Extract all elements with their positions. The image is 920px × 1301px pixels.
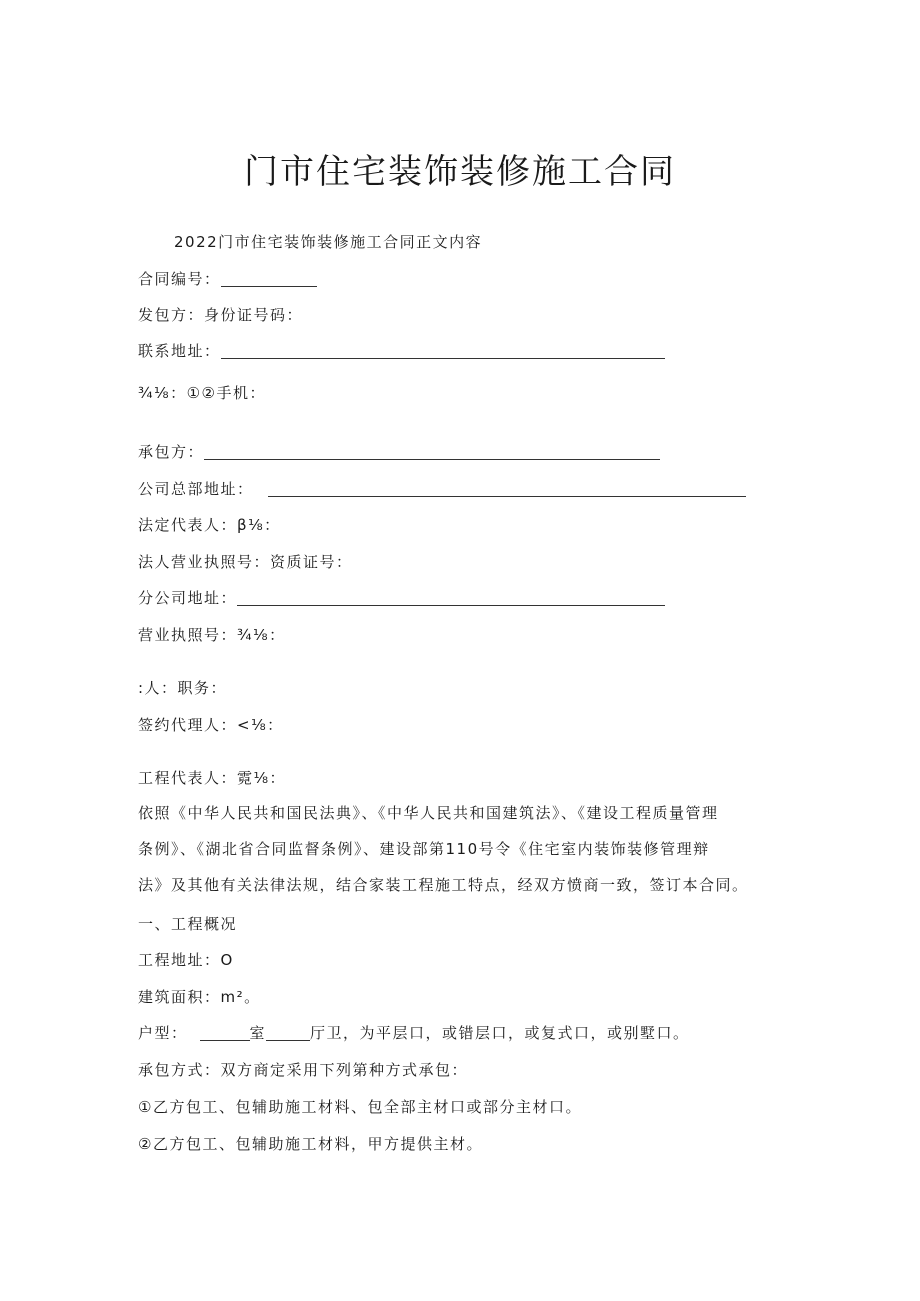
contract-no-row <box>138 269 317 289</box>
employer-label: 发包方：身份证号码： <box>138 306 304 324</box>
project-rep-label: 工程代表人：霓⅛： <box>138 769 287 787</box>
employer-phone-label: ¾⅛：①②手机： <box>138 384 266 402</box>
license-label: 法人营业执照号：资质证号： <box>138 553 353 571</box>
hq-address-blank <box>268 480 746 497</box>
legal-basis-line-1: 依照《中华人民共和国民法典》、《中华人民共和国建筑法》、《建设工程质量管理 <box>138 804 719 822</box>
project-address-label: 工程地址：O <box>138 951 234 969</box>
signing-agent-label: 签约代理人：<⅛： <box>138 716 284 734</box>
legal-basis-line-2: 条例》、《湖北省合同监督条例》、建设部第110号令《住宅室内装饰装修管理辩 <box>138 840 710 858</box>
person-title-label: :人：职务： <box>138 679 228 697</box>
contractor-label: 承包方： <box>138 443 205 461</box>
building-area-label: 建筑面积：m²。 <box>138 988 261 1006</box>
hq-address-row <box>138 479 746 499</box>
contract-mode-option-1: ①乙方包工、包辅助施工材料、包全部主材口或部分主材口。 <box>138 1098 582 1116</box>
contract-no-label: 合同编号： <box>138 270 221 288</box>
unit-type-label: 户型： <box>138 1024 188 1042</box>
section-heading-overview: 一、工程概况 <box>138 915 238 933</box>
unit-type-room-blank <box>200 1024 250 1041</box>
unit-type-options: 厅卫，为平层口，或错层口，或复式口，或别墅口。 <box>310 1024 690 1042</box>
employer-address-blank <box>221 342 665 359</box>
contractor-blank <box>204 443 660 460</box>
legal-basis-line-3: 法》及其他有关法律法规，结合家装工程施工特点，经双方愤商一致，签订本合同。 <box>138 876 749 894</box>
document-title: 门市住宅装饰装修施工合同 <box>244 152 676 192</box>
branch-address-blank <box>237 589 665 606</box>
employer-address-label: 联系地址： <box>138 342 221 360</box>
legal-rep-label: 法定代表人：β⅛： <box>138 516 281 534</box>
unit-type-hall-blank <box>266 1024 310 1041</box>
unit-type-room-label: 室 <box>249 1024 267 1042</box>
hq-address-label: 公司总部地址： <box>138 480 254 498</box>
contract-mode-label: 承包方式：双方商定采用下列第种方式承包： <box>138 1061 469 1079</box>
contractor-row <box>138 442 660 462</box>
contract-no-blank <box>221 270 317 287</box>
employer-address-row <box>138 341 665 361</box>
document-subtitle: 2022门市住宅装饰装修施工合同正文内容 <box>174 233 483 251</box>
branch-address-label: 分公司地址： <box>138 589 238 607</box>
contract-mode-option-2: ②乙方包工、包辅助施工材料，甲方提供主材。 <box>138 1135 483 1153</box>
unit-type-row <box>138 1023 690 1043</box>
business-license-label: 营业执照号：¾⅛： <box>138 626 286 644</box>
branch-address-row <box>138 588 665 608</box>
legal-basis-paragraph <box>138 795 778 903</box>
